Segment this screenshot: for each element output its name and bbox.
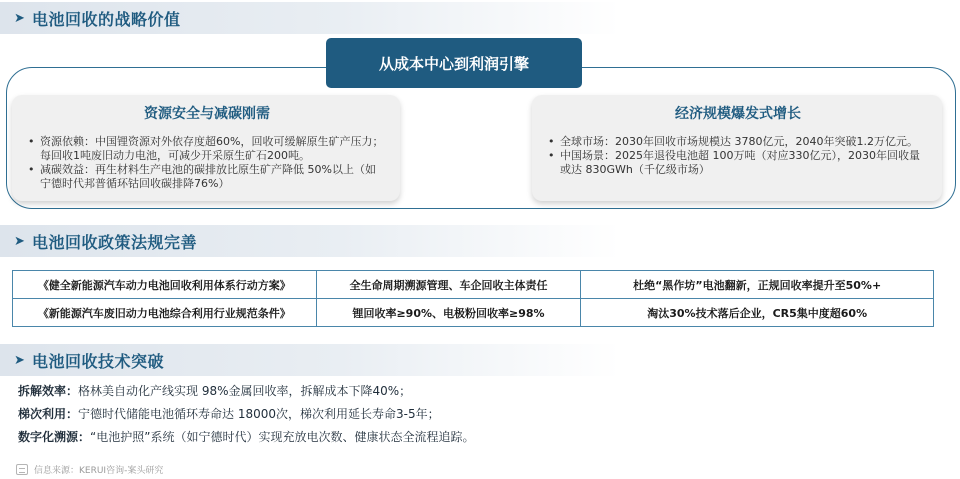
- section-header-policy: [0, 225, 620, 257]
- table-cell: 淘汰30%技术落后企业，CR5集中度超60%: [581, 299, 934, 327]
- chevron-right-icon: ➤: [14, 233, 25, 249]
- section-title-tech: 电池回收技术突破: [32, 351, 165, 371]
- section-title-strategy: 电池回收的战略价值: [32, 9, 181, 29]
- item-label: 数字化溯源：: [18, 430, 91, 444]
- item-label: 拆解效率：: [18, 384, 79, 398]
- item-text: 格林美自动化产线实现 98%金属回收率，拆解成本下降40%；: [78, 384, 412, 398]
- list-item: • 全球市场：2030年回收市场规模达 3780亿元，2040年突破1.2万亿元。: [548, 135, 928, 149]
- card-economic-growth: [532, 95, 942, 201]
- list-item: [18, 380, 938, 403]
- card-title: 经济规模爆发式增长: [675, 106, 801, 122]
- table-cell: 《健全新能源汽车动力电池回收利用体系行动方案》: [13, 271, 317, 299]
- chevron-right-icon: ➤: [14, 352, 25, 368]
- table-row: [13, 271, 934, 299]
- table-cell: 杜绝“黑作坊”电池翻新，正规回收率提升至50%+: [581, 271, 934, 299]
- card-title: 资源安全与减碳刚需: [144, 106, 270, 122]
- table-row: [13, 299, 934, 327]
- section-title-policy: 电池回收政策法规完善: [32, 232, 198, 252]
- item-text: “电池护照”系统（如宁德时代）实现充放电次数、健康状态全流程追踪。: [90, 430, 475, 444]
- section-header-tech: [0, 344, 620, 376]
- bullet-list: [28, 135, 386, 191]
- source-text: 信息来源：KERUI咨询-案头研究: [34, 465, 164, 476]
- tech-breakthrough-list: [18, 380, 938, 449]
- list-item: • 中国场景：2025年退役电池超 100万吨（对应330亿元），2030年回收量或达 830GWh（千亿级市场）: [548, 149, 928, 177]
- source-note: [16, 462, 163, 476]
- item-label: 梯次利用：: [18, 407, 79, 421]
- table-cell: 锂回收率≥90%、电极粉回收率≥98%: [316, 299, 581, 327]
- list-item: • 资源依赖：中国锂资源对外依存度超60%，回收可缓解原生矿产压力；每回收1吨废旧动力电池，可减少开采原生矿石200吨。: [28, 135, 386, 163]
- list-item: • 减碳效益：再生材料生产电池的碳排放比原生矿产降低 50%以上（如宁德时代邦普循环钴回收碳排降76%）: [28, 163, 386, 191]
- strategy-banner: 从成本中心到利润引擎: [326, 38, 582, 88]
- document-icon: [16, 464, 28, 475]
- card-resource-security: [12, 95, 400, 201]
- bullet-list: [548, 135, 928, 177]
- item-text: 宁德时代储能电池循环寿命达 18000次，梯次利用延长寿命3-5年；: [78, 407, 440, 421]
- policy-table: [12, 270, 934, 327]
- list-item: [18, 426, 938, 449]
- list-item: [18, 403, 938, 426]
- section-header-strategy: [0, 2, 620, 34]
- table-cell: 全生命周期溯源管理、车企回收主体责任: [316, 271, 581, 299]
- chevron-right-icon: ➤: [14, 10, 25, 26]
- table-cell: 《新能源汽车废旧动力电池综合利用行业规范条件》: [13, 299, 317, 327]
